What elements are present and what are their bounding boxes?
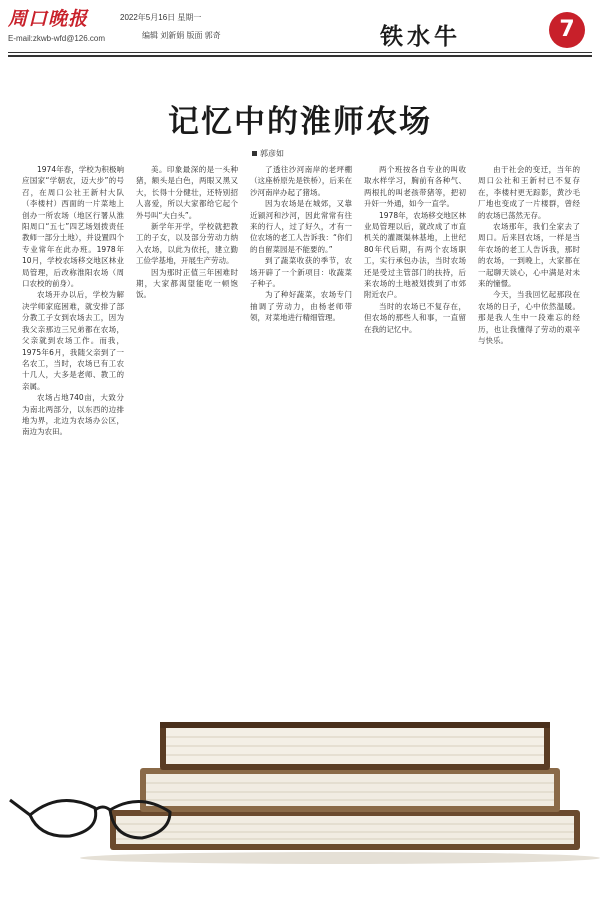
paragraph: 农场占地740亩，大致分为南北两部分，以东西的边排地为界，北边为农场办公区，南边为农田。	[22, 393, 124, 437]
paragraph: 了透往沙河南岸的老坪棚（这座桥原先是铁桥），后来在沙河南岸办起了猪场。	[250, 165, 352, 197]
email-address: E-mail:zkwb-wfd@126.com	[8, 34, 106, 43]
paragraph: 农场那年，我们全家去了周口。后来回农场，一样是当年农场的老工人告诉我，那时的农场，一到晚上，大家都在一起聊天谈心，心中满是对未来的憧憬。	[478, 222, 580, 289]
paragraph: 农场开办以后，学校为解决学师家庭困难，就安排了部分教工子女到农场去工，因为我父亲那边三兄弟都在农场，父亲就到农场工作。而我，1975年6月，我随父亲到了一名农工，当时，农场已有工农十几人，大多是老师、教工的亲属。	[22, 290, 124, 391]
article-title: 记忆中的淮师农场	[168, 104, 432, 140]
masthead	[0, 0, 600, 66]
paragraph: 因为那时正值三年困难时期，大家都渴望能吃一顿饱饭。	[136, 267, 238, 300]
text-column-2	[136, 164, 238, 629]
book-top	[160, 722, 550, 770]
header-rule-thick	[8, 55, 592, 57]
editor-credits: 编辑 刘新娟 版面 郭奇	[142, 31, 221, 40]
paragraph: 两个班按各自专业的叫收取水样学习，胸前有各种气、两根扎的叫老孩带猪等，把初升奸一外通，如今一直学。	[364, 165, 466, 209]
book-middle	[140, 768, 560, 812]
paragraph: 新学年开学，学校就把教工的子女，以及部分劳动力纳入农场，以此为依托，建立勤工俭学基地，开展生产劳动。	[136, 222, 238, 266]
paragraph: 今天，当我回忆起那段在农场的日子，心中依然温暖。那是我人生中一段难忘的经历，也让我懂得了劳动的艰辛与快乐。	[478, 290, 580, 346]
section-title: 铁水牛	[380, 23, 461, 50]
paragraph: 1978年，农场移交地区林业局管理以后，就改成了市直机关的灌溉渠林基地，上世纪80年代后期，有两个农场职工，实行承包办法，当时农场还是受过主管部门的扶持，后来农场的土地被划拨到了市郊附近农户。	[364, 210, 466, 300]
author-name: 郭彦如	[260, 149, 284, 158]
paragraph: 美。印象最深的是一头种猪，额头是白色，两眼又黑又大，长得十分健壮，还特别招人喜爱，所以大家都给它起个外号叫“大白头”。	[136, 165, 238, 220]
article-author	[252, 148, 284, 159]
newspaper-logo: 周口晚报	[8, 8, 89, 30]
books-and-glasses-icon	[0, 640, 600, 893]
paragraph: 到了蔬菜收获的季节，农场开辟了一个新项目：收蔬菜子种子。	[250, 256, 352, 289]
paragraph: 当时的农场已不复存在，但农场的那些人和事，一直留在我的记忆中。	[364, 301, 466, 334]
header-rule	[8, 52, 592, 53]
paragraph: 因为农场是在城郊，又靠近颍河和沙河，因此常常有往来的行人，过了好久，才有一位农场的老工人告诉我：“你们的自留菜园是不能要的。”	[250, 199, 352, 254]
author-marker-icon	[252, 151, 257, 156]
paragraph: 为了种好蔬菜，农场专门抽调了劳动力，由杨老师带领，对菜地进行精细管理。	[250, 290, 352, 323]
publication-date: 2022年5月16日 星期一	[120, 13, 202, 22]
book-bottom	[110, 810, 580, 850]
text-column-1	[22, 164, 124, 629]
paragraph: 1974年春，学校为积极响应国家“学朝农，迈大步”的号召，在周口公社王新村大队（李楼村）西面的一片菜地上创办一所农场（地区行署从淮阳周口“五七”四艺场划拨责任教师一部分土地），并设置四个专业常年在此办班。1978年10月，学校农场移交地区林业局管理，后改称淮阳农场（周口农校的前身）。	[22, 165, 124, 289]
page-number-badge: 7	[549, 12, 585, 48]
paragraph: 由于社会的变迁，当年的周口公社和王新村已不复存在，李楼村更无踪影，黄沙毛厂地也变成了一片楼群，曾经的农场已荡然无存。	[478, 165, 580, 220]
books-illustration	[0, 640, 600, 893]
